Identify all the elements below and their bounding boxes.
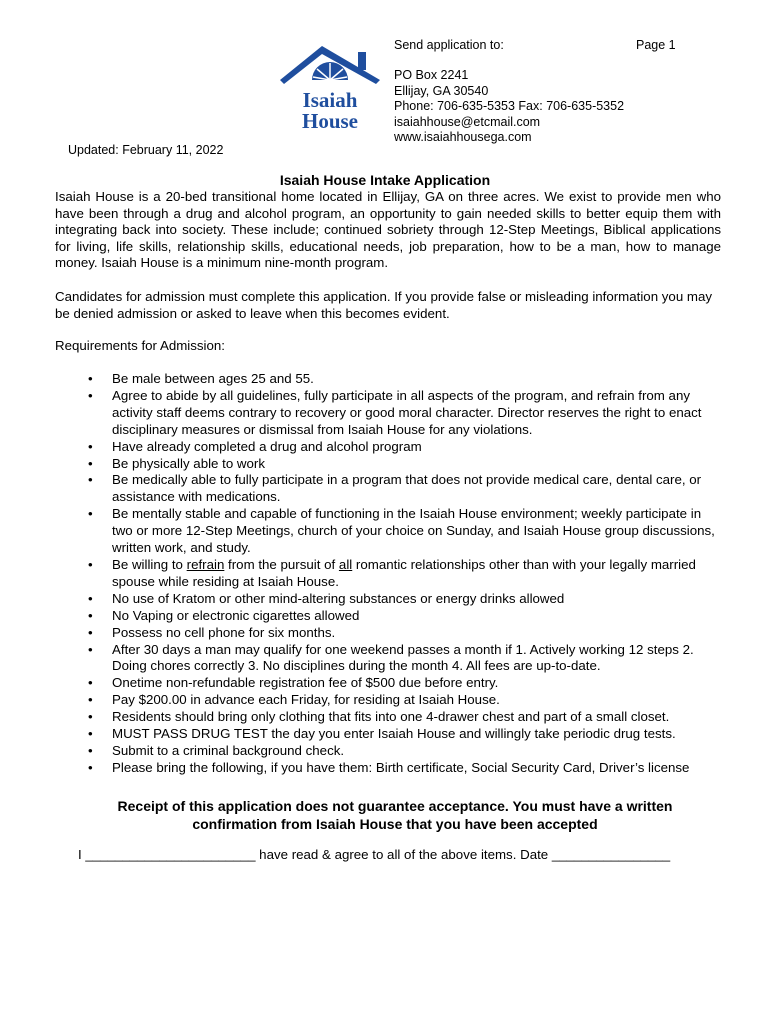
logo-text-isaiah: Isaiah <box>302 88 358 112</box>
refrain-text-3: romantic relationships other than with your legally married spouse while residing at Isaiah House. <box>112 556 696 589</box>
requirements-heading: Requirements for Admission: <box>55 338 225 353</box>
acceptance-notice <box>0 797 770 833</box>
list-item: • No Vaping or electronic cigarettes allowed <box>88 608 724 625</box>
notice-line-1: Receipt of this application does not guarantee acceptance. You must have a written <box>117 798 673 814</box>
list-item: • MUST PASS DRUG TEST the day you enter Isaiah House and willingly take periodic drug tests. <box>88 726 724 743</box>
address-email: isaiahhouse@etcmail.com <box>394 114 541 129</box>
send-application-label: Send application to: <box>394 38 504 52</box>
address-city: Ellijay, GA 30540 <box>394 83 489 98</box>
list-item: • Onetime non-refundable registration fee of $500 due before entry. <box>88 675 724 692</box>
refrain-text-2: from the pursuit of <box>224 556 339 572</box>
list-item: • Be physically able to work <box>88 456 724 473</box>
page-number: Page 1 <box>636 38 676 52</box>
list-item: • Be mentally stable and capable of functioning in the Isaiah House environment; weekly participate in two or more 12-Step Meetings, church of your choice on Sunday, and Isaiah House group discussions, written work, and study. <box>88 506 724 557</box>
mailing-address <box>394 68 624 146</box>
refrain-underlined: refrain <box>186 556 225 572</box>
list-item: • After 30 days a man may qualify for one weekend passes a month if 1. Actively working 12 steps 2. Doing chores correctly 3. No disciplines during the month 4. All fees are up-to-date. <box>88 642 724 676</box>
intro-paragraph: Isaiah House is a 20-bed transitional home located in Ellijay, GA on three acres. We exist to provide men who have been through a drug and alcohol program, an opportunity to gain needed skills to better equip them with integrating back into society. These include; continued sobriety through 12-Step Meetings, Biblical applications for living, life skills, relationship skills, educational needs, job preparation, how to be a man, how to manage money. Isaiah House is a minimum nine-month program. <box>55 189 721 271</box>
document-title: Isaiah House Intake Application <box>279 172 491 188</box>
all-underlined: all <box>338 556 353 572</box>
list-item: • Please bring the following, if you have them: Birth certificate, Social Security Card, Driver’s license <box>88 760 724 777</box>
list-item: • Be medically able to fully participate in a program that does not provide medical care, dental care, or assistance with medications. <box>88 472 724 506</box>
list-item: • Agree to abide by all guidelines, fully participate in all aspects of the program, and refrain from any activity staff deems contrary to recovery or good moral character. Director reserves the right to enact disciplinary measures or dismissal from Isaiah House for any violations. <box>88 388 724 439</box>
list-item: • Pay $200.00 in advance each Friday, for residing at Isaiah House. <box>88 692 724 709</box>
candidates-paragraph: Candidates for admission must complete this application. If you provide false or misleading information you may be denied admission or asked to leave when this becomes evident. <box>55 289 713 321</box>
agreement-signature-line[interactable]: I _______________________ have read & agree to all of the above items. Date ________________ <box>78 847 671 862</box>
address-phone-fax: Phone: 706-635-5353 Fax: 706-635-5352 <box>394 99 625 113</box>
isaiah-house-logo <box>278 44 382 136</box>
address-po-box: PO Box 2241 <box>394 68 469 82</box>
list-item: • Residents should bring only clothing that fits into one 4-drawer chest and part of a small closet. <box>88 709 724 726</box>
list-item: • Submit to a criminal background check. <box>88 743 724 760</box>
list-item: • Possess no cell phone for six months. <box>88 625 724 642</box>
list-item: • Have already completed a drug and alcohol program <box>88 439 724 456</box>
updated-date: Updated: February 11, 2022 <box>68 143 224 157</box>
refrain-text-1: Be willing to <box>112 556 187 572</box>
notice-line-2: confirmation from Isaiah House that you have been accepted <box>192 816 598 832</box>
list-item-refrain <box>88 557 724 591</box>
list-item: • No use of Kratom or other mind-altering substances or energy drinks allowed <box>88 591 724 608</box>
logo-chimney <box>358 52 366 70</box>
requirements-list <box>88 371 724 777</box>
list-item: • Be male between ages 25 and 55. <box>88 371 724 388</box>
logo-text-house: House <box>301 109 359 133</box>
address-website: www.isaiahhousega.com <box>394 130 532 144</box>
